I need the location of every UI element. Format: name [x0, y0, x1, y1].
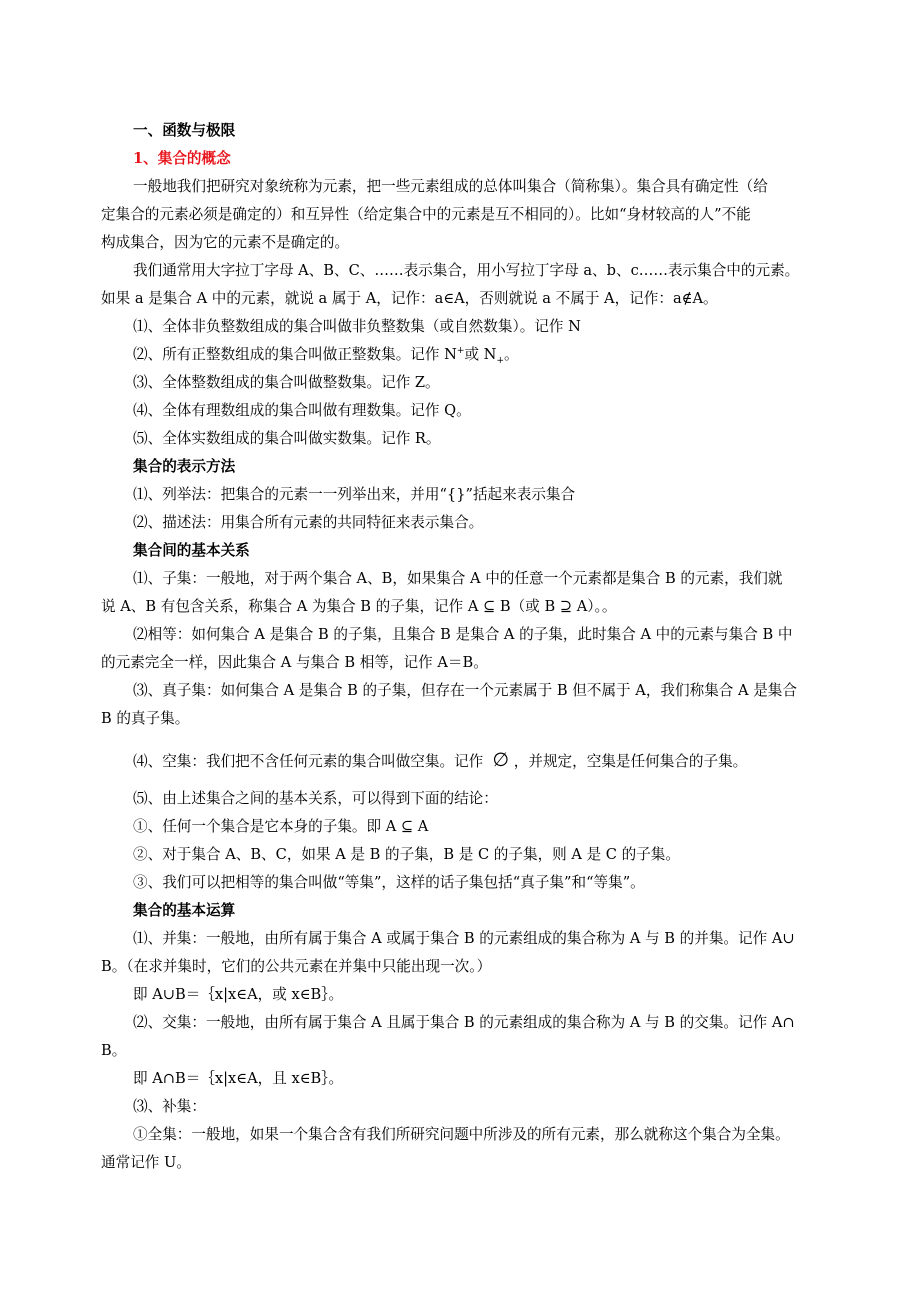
paragraph-line: ⑵相等：如何集合 A 是集合 B 的子集，且集合 B 是集合 A 的子集，此时集合 A 中的元素与集合 B 中 — [133, 626, 793, 643]
paragraph-line: 我们通常用大字拉丁字母 A、B、C、……表示集合，用小写拉丁字母 a、b、c……表示集合中的元素。 — [133, 262, 800, 279]
list-item: ⑶、全体整数组成的集合叫做整数集。记作 Z。 — [133, 374, 440, 391]
subscript: + — [496, 355, 504, 365]
paragraph-line: 说 A、B 有包含关系，称集合 A 为集合 B 的子集，记作 A ⊆ B（或 B ⊇ A）。。 — [101, 598, 617, 615]
formula-line: 即 A∪B＝｛x|x∈A，或 x∈B｝。 — [133, 986, 344, 1003]
list-item: ②、对于集合 A、B、C，如果 A 是 B 的子集，B 是 C 的子集，则 A 是 C 的子集。 — [133, 846, 680, 863]
paragraph-line: ⑴、并集：一般地，由所有属于集合 A 或属于集合 B 的元素组成的集合称为 A 与 B 的并集。记作 A∪ — [133, 930, 795, 947]
list-item: ⑸、全体实数组成的集合叫做实数集。记作 R。 — [133, 430, 441, 447]
paragraph-line: B 的真子集。 — [101, 710, 190, 727]
list-item: ⑷、全体有理数组成的集合叫做有理数集。记作 Q。 — [133, 402, 471, 419]
list-item: ⑴、列举法：把集合的元素一一列举出来，并用“{}”括起来表示集合 — [133, 486, 576, 503]
paragraph-line: ⑶、真子集：如何集合 A 是集合 B 的子集，但存在一个元素属于 B 但不属于 A，我们称集合 A 是集合 — [133, 682, 797, 699]
list-item-text: 。 — [504, 346, 519, 363]
list-item: ①、任何一个集合是它本身的子集。即 A ⊆ A — [133, 818, 429, 835]
superscript: + — [456, 346, 465, 357]
list-item: ⑶、补集： — [133, 1098, 206, 1115]
paragraph-line: B。（在求并集时，它们的公共元素在并集中只能出现一次。） — [101, 958, 492, 975]
paragraph-line: 如果 a 是集合 A 中的元素，就说 a 属于 A，记作：a∈A，否则就说 a 不属于 A，记作：a∉A。 — [101, 290, 718, 307]
list-item — [133, 345, 846, 365]
list-item: ③、我们可以把相等的集合叫做“等集”，这样的话子集包括“真子集”和“等集”。 — [133, 874, 645, 891]
paragraph-text: ⑷、空集：我们把不含任何元素的集合叫做空集。记作 — [133, 753, 484, 770]
paragraph-line — [133, 750, 846, 772]
subsection-heading: 集合间的基本关系 — [133, 542, 250, 559]
paragraph-line: 通常记作 U。 — [101, 1154, 191, 1171]
empty-set-symbol: ∅ — [492, 750, 510, 771]
paragraph-line: 构成集合，因为它的元素不是确定的。 — [101, 234, 350, 251]
paragraph-line: B。 — [101, 1042, 127, 1059]
paragraph-line: ⑴、子集：一般地，对于两个集合 A、B，如果集合 A 中的任意一个元素都是集合 B 的元素，我们就 — [133, 570, 783, 587]
paragraph-line: ⑸、由上述集合之间的基本关系，可以得到下面的结论： — [133, 790, 498, 807]
paragraph-line: ①全集：一般地，如果一个集合含有我们所研究问题中所涉及的所有元素，那么就称这个集合为全集。 — [133, 1126, 790, 1143]
chapter-heading: 一、函数与极限 — [133, 122, 236, 139]
section-heading: 1、集合的概念 — [133, 150, 231, 167]
list-item-text: ⑵、所有正整数组成的集合叫做正整数集。记作 N — [133, 346, 457, 363]
list-item: ⑴、全体非负整数组成的集合叫做非负整数集（或自然数集）。记作 N — [133, 318, 581, 335]
paragraph-line: 一般地我们把研究对象统称为元素，把一些元素组成的总体叫集合（简称集）。集合具有确定性（给 — [133, 178, 768, 195]
paragraph-line: 的元素完全一样，因此集合 A 与集合 B 相等，记作 A＝B。 — [101, 654, 488, 671]
paragraph-line: ⑵、交集：一般地，由所有属于集合 A 且属于集合 B 的元素组成的集合称为 A 与 B 的交集。记作 A∩ — [133, 1014, 795, 1031]
list-item: ⑵、描述法：用集合所有元素的共同特征来表示集合。 — [133, 514, 484, 531]
paragraph-line: 定集合的元素必须是确定的）和互异性（给定集合中的元素是互不相同的）。比如“身材较高的人”不能 — [101, 206, 751, 223]
paragraph-text: ，并规定，空集是任何集合的子集。 — [513, 753, 748, 770]
formula-line: 即 A∩B＝｛x|x∈A，且 x∈B｝。 — [133, 1070, 344, 1087]
subsection-heading: 集合的基本运算 — [133, 902, 236, 919]
list-item-text: 或 N — [464, 346, 497, 363]
subsection-heading: 集合的表示方法 — [133, 458, 236, 475]
